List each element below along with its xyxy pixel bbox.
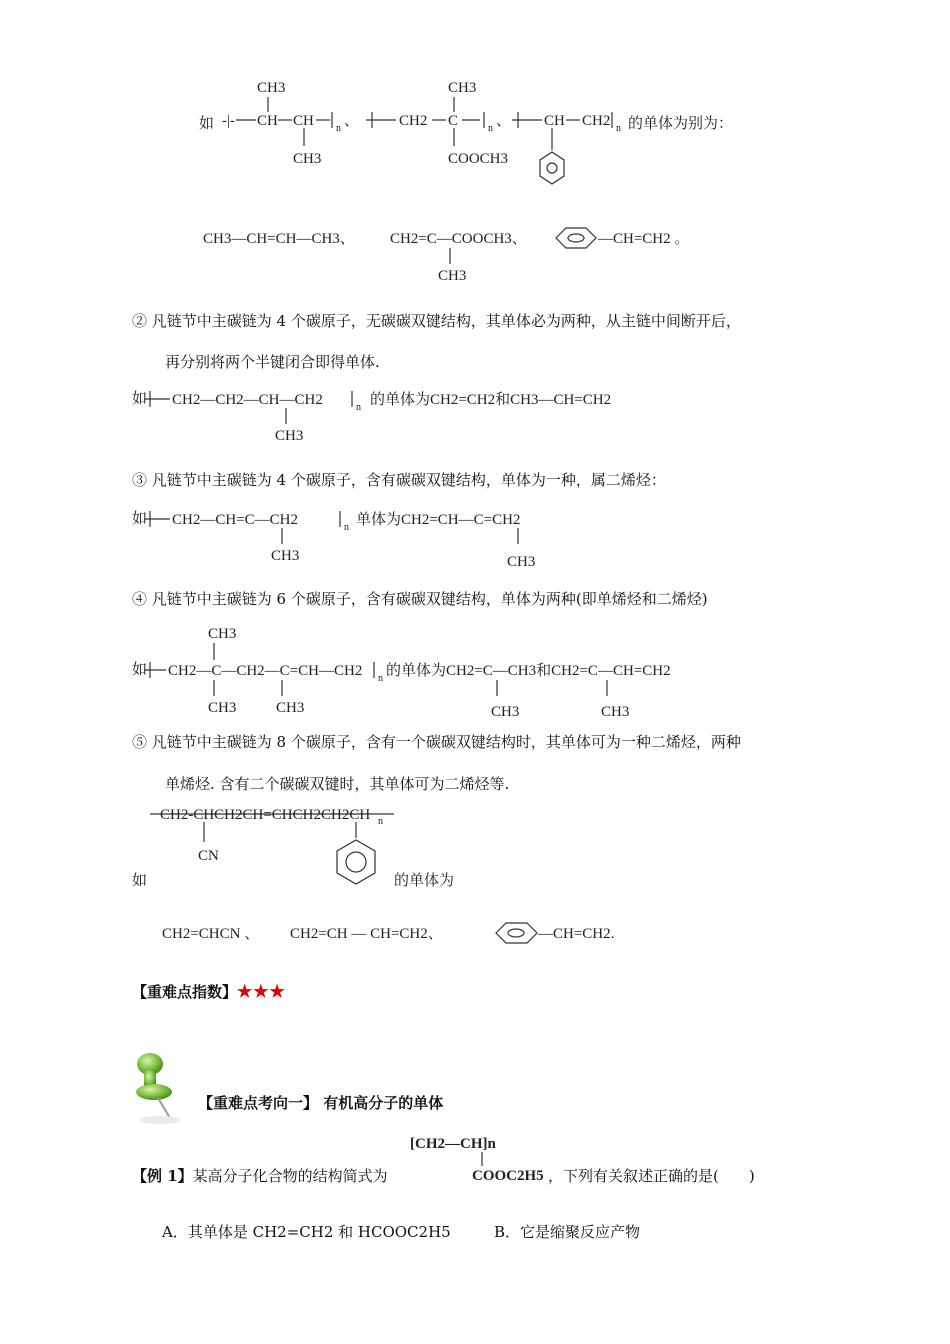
svg-text:的单体为CH2=C—CH3和CH2=C—CH=CH2: 的单体为CH2=C—CH3和CH2=C—CH=CH2 [386,663,671,679]
svg-text:CH: CH [257,113,278,129]
svg-text:CH2—CH2—CH—CH2: CH2—CH2—CH—CH2 [172,392,323,408]
benzene-ring-icon [556,228,596,248]
option-a[interactable]: A．其单体是 CH2=CH2 和 HCOOC2H5 [162,1223,451,1241]
svg-text:CH2—C—CH2—C=CH—CH2: CH2—C—CH2—C=CH—CH2 [168,663,363,679]
rule-5-line1: ⑤ 凡链节中主碳链为 8 个碳原子，含有一个碳碳双键结构时，其单体可为一种二烯烃，两种 [132,733,741,751]
svg-text:[CH2—CH]n: [CH2—CH]n [410,1136,496,1152]
example-1-stem: 某高分子化合物的结构简式为 [192,1167,388,1185]
svg-text:CH2: CH2 [399,113,428,129]
svg-text:的单体为别为：: 的单体为别为： [628,116,734,132]
difficulty-text: 【重难点指数】 [132,983,238,1001]
svg-text:CH2: CH2 [582,113,611,129]
svg-text:CH3: CH3 [507,554,536,570]
polymer-formula-ex4 [0,620,950,730]
svg-text:CH2=CHCN 、: CH2=CHCN 、 [162,926,260,942]
pushpin-icon [128,1050,188,1130]
svg-text:n: n [616,123,621,134]
svg-text:如: 如 [132,391,148,407]
svg-text:的单体为CH2=CH2和CH3—CH=CH2: 的单体为CH2=CH2和CH3—CH=CH2 [370,392,612,408]
svg-text:CH3: CH3 [271,548,300,564]
polymer-formula-ex5 [0,800,950,960]
svg-text:CH2-CHCH2CH=CHCH2CH2CH: CH2-CHCH2CH=CHCH2CH2CH [160,807,371,823]
svg-text:CH3: CH3 [293,151,322,167]
svg-text:n: n [356,402,361,413]
example-1-question-tail: ，下列有关叙述正确的是( ) [548,1167,755,1185]
benzene-ring-icon [337,840,375,884]
svg-text:C: C [448,113,459,129]
svg-text:、: 、 [496,113,512,129]
svg-text:CH: CH [544,113,565,129]
rule-3-line1: ③ 凡链节中主碳链为 4 个碳原子，含有碳碳双键结构，单体为一种，属二烯烃： [132,471,666,489]
svg-text:-|-: -|- [222,113,235,129]
svg-text:n: n [378,673,383,684]
rule-5-line2: 单烯烃. 含有二个碳碳双键时，其单体可为二烯烃等. [165,775,510,793]
difficulty-stars: ★★★ [237,982,286,1002]
svg-text:CH3: CH3 [438,268,467,284]
svg-text:CN: CN [198,848,219,864]
svg-text:CH2=CH — CH=CH2、: CH2=CH — CH=CH2、 [290,926,443,942]
polymer-formulas-row1 [0,0,950,300]
svg-text:CH3: CH3 [208,700,237,716]
svg-text:CH3: CH3 [276,700,305,716]
svg-text:CH2=C—COOCH3、: CH2=C—COOCH3、 [390,231,527,247]
svg-text:单体为CH2=CH—C=CH2: 单体为CH2=CH—C=CH2 [356,512,521,528]
svg-text:CH3: CH3 [257,80,286,96]
svg-text:如: 如 [132,873,148,889]
option-b[interactable]: B．它是缩聚反应产物 [494,1223,641,1241]
svg-text:CH3: CH3 [491,704,520,720]
rule-2-line2: 再分别将两个半键闭合即得单体. [165,353,380,371]
svg-text:CH: CH [293,113,314,129]
svg-text:n: n [378,816,383,827]
svg-text:CH3: CH3 [448,80,477,96]
example-1-question [132,1166,388,1186]
benzene-ring-icon [540,152,564,184]
ru-label: 如 [199,116,215,132]
rule-2-line1: ② 凡链节中主碳链为 4 个碳原子，无碳碳双键结构，其单体必为两种，从主链中间断开后， [132,312,741,330]
svg-text:CH3—CH=CH—CH3、: CH3—CH=CH—CH3、 [203,231,355,247]
svg-text:CH3: CH3 [601,704,630,720]
svg-text:n: n [336,123,341,134]
benzene-ring-icon [496,923,537,943]
svg-text:n: n [488,123,493,134]
svg-text:—CH=CH2.: —CH=CH2. [538,926,615,942]
rule-4-line1: ④ 凡链节中主碳链为 6 个碳原子，含有碳碳双键结构，单体为两种(即单烯烃和二烯烃) [132,590,708,608]
svg-text:如: 如 [132,511,148,527]
svg-text:CH3: CH3 [208,626,237,642]
svg-text:—CH=CH2 。: —CH=CH2 。 [598,231,690,247]
svg-text:COOCH3: COOCH3 [448,151,509,167]
difficulty-label [132,982,286,1002]
polymer-formula-ex3 [0,500,950,580]
direction-heading: 【重难点考向一】 有机高分子的单体 [198,1094,444,1112]
svg-text:的单体为: 的单体为 [394,873,455,889]
example-1-label: 【例 1】 [132,1167,193,1185]
polymer-formula-ex2 [0,380,950,460]
svg-text:CH3: CH3 [275,428,304,444]
svg-text:、: 、 [344,113,360,129]
svg-text:CH2—CH=C—CH2: CH2—CH=C—CH2 [172,512,298,528]
svg-text:COOC2H5: COOC2H5 [472,1168,544,1184]
svg-text:n: n [344,522,349,533]
svg-text:如: 如 [132,662,148,678]
